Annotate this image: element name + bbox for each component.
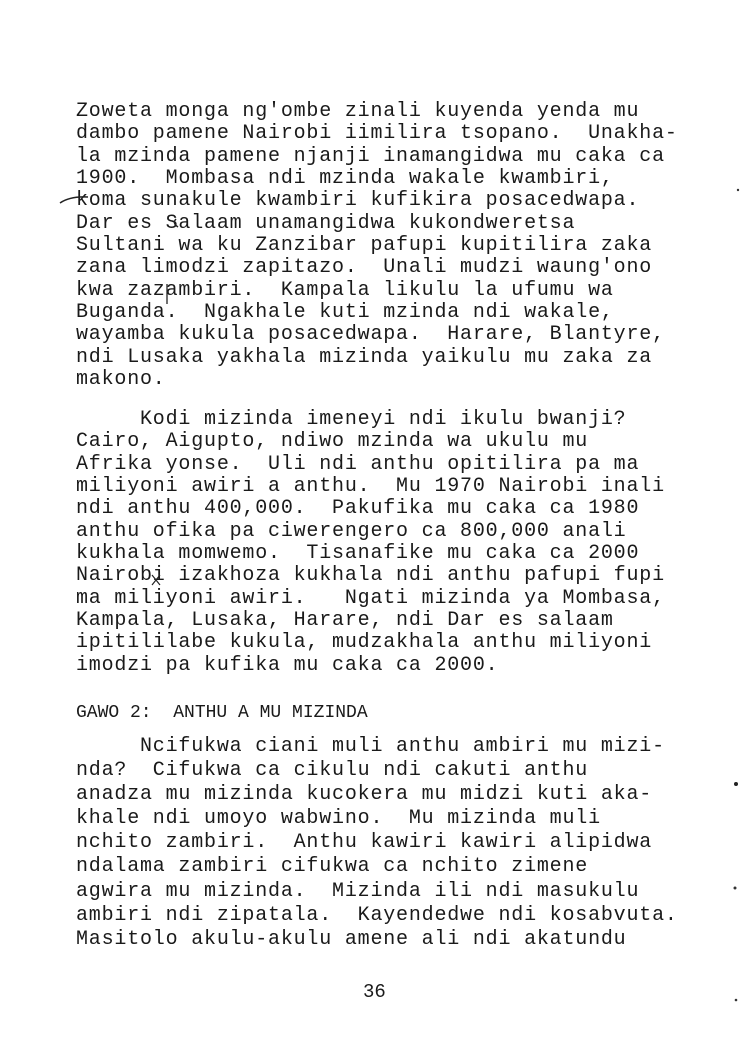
margin-dot [737, 189, 739, 191]
insertion-mark [174, 219, 178, 227]
text-line: zana limodzi zapitazo. Unali mudzi waung'ono [76, 256, 653, 280]
text-line: miliyoni awiri a anthu. Mu 1970 Nairobi inali [76, 475, 665, 499]
text-line: dambo pamene Nairobi iimilira tsopano. Unakha- [76, 122, 678, 146]
section-heading: GAWO 2: ANTHU A MU MIZINDA [76, 703, 368, 723]
text-line: Dar es Salaam unamangidwa kukondweretsa [76, 211, 576, 235]
text-line: makono. [76, 368, 166, 392]
text-line: khale ndi umoyo wabwino. Mu mizinda muli [76, 807, 601, 831]
text-line: nchito zambiri. Anthu kawiri kawiri alipidwa [76, 831, 653, 855]
text-line: anadza mu mizinda kucokera mu midzi kuti aka- [76, 783, 653, 807]
text-line: ndi Lusaka yakhala mizinda yaikulu mu zaka za [76, 345, 653, 369]
text-line: ma miliyoni awiri. Ngati mizinda ya Mombasa, [76, 586, 665, 610]
text-line: Kampala, Lusaka, Harare, ndi Dar es salaam [76, 609, 614, 633]
text-line: 1900. Mombasa ndi mzinda wakale kwambiri, [76, 167, 614, 191]
text-line: anthu ofika pa ciwerengero ca 800,000 anali [76, 519, 627, 543]
text-line: kukhala momwemo. Tisanafike mu caka ca 2000 [76, 542, 640, 566]
text-line: ndi anthu 400,000. Pakufika mu caka ca 1980 [76, 497, 640, 521]
text-line: imodzi pa kufika mu caka ca 2000. [76, 653, 499, 677]
text-line: ambiri ndi zipatala. Kayendedwe ndi kosabvuta. [76, 903, 678, 927]
text-line: Afrika yonse. Uli ndi anthu opitilira pa ma [76, 452, 640, 476]
margin-dot [735, 999, 738, 1002]
text-line: Cairo, Aigupto, ndiwo mzinda wa ukulu mu [76, 430, 589, 454]
text-line: agwira mu mizinda. Mizinda ili ndi masukulu [76, 879, 640, 903]
text-line: la mzinda pamene njanji inamangidwa mu caka ca [76, 144, 665, 168]
text-line: kwa zazambiri. Kampala likulu la ufumu wa [76, 278, 614, 302]
text-line: Nairobi izakhoza kukhala ndi anthu pafupi fupi [76, 564, 665, 588]
text-line: Buganda. Ngakhale kuti mzinda ndi wakale, [76, 301, 614, 325]
text-line: Zoweta monga ng'ombe zinali kuyenda yenda mu [76, 100, 640, 123]
margin-stroke-mark [60, 197, 88, 203]
text-line: koma sunakule kwambiri kufikira posacedwapa. [76, 189, 640, 213]
margin-dot [734, 782, 738, 786]
correction-mark [152, 575, 160, 585]
text-line: nda? Cifukwa ca cikulu ndi cakuti anthu [76, 759, 589, 783]
page-number: 36 [363, 981, 386, 1003]
text-line: wayamba kukula posacedwapa. Harare, Blantyre, [76, 323, 665, 347]
margin-dot [734, 887, 737, 890]
text-line: Sultani wa ku Zanzibar pafupi kupitilira zaka [76, 234, 653, 258]
text-line: Kodi mizinda imeneyi ndi ikulu bwanji? [76, 408, 627, 431]
text-line: ndalama zambiri cifukwa ca nchito zimene [76, 855, 589, 879]
text-line: ipitililabe kukula, mudzakhala anthu miliyoni [76, 631, 653, 655]
text-line: Ncifukwa ciani muli anthu ambiri mu mizi- [76, 735, 665, 758]
text-line: Masitolo akulu-akulu amene ali ndi akatundu [76, 927, 627, 951]
